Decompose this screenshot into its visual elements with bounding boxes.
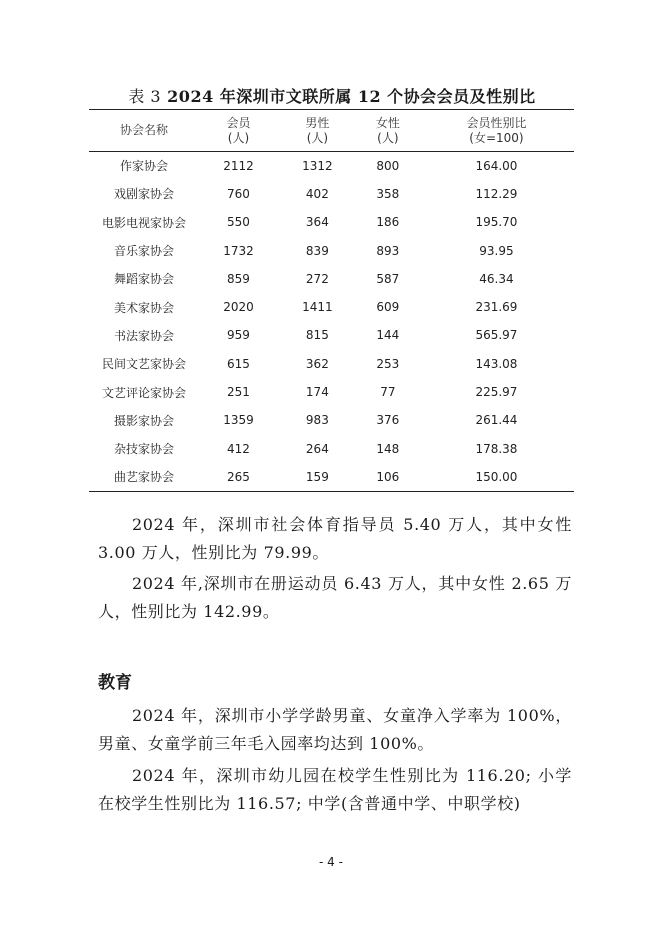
value-cell: 760 [227,186,250,201]
column-header [199,110,278,152]
value-cell: 2112 [223,158,254,173]
value-cell: 253 [376,356,400,371]
value-cell: 800 [376,158,400,173]
value-cell: 164.00 [475,158,518,173]
value-cell: 106 [376,469,400,484]
association-name-cell: 舞蹈家协会 [113,272,174,287]
column-header-line1: 会员性别比 [466,115,527,130]
value-cell: 46.34 [479,271,514,286]
value-cell: 362 [305,356,329,371]
table-row [89,378,574,406]
table-row [89,293,574,321]
value-cell: 174 [305,385,329,400]
paragraph-enrollment [98,702,572,758]
column-header-line2: (人) [306,130,329,145]
table-row [89,434,574,462]
table-body [89,152,574,492]
value-cell: 112.29 [475,186,518,201]
value-cell: 186 [376,215,400,230]
table-row [89,321,574,349]
column-header [357,110,419,152]
value-cell: 1359 [223,413,254,428]
value-cell: 358 [376,186,400,201]
page-number: - 4 - [319,855,343,869]
paragraph-text: 2024 年,深圳市在册运动员 6.43 万人，其中女性 2.65 万人，性别比为 142.99。 [98,574,572,621]
value-cell: 261.44 [475,413,518,428]
value-cell: 1411 [302,300,333,315]
association-name-cell: 民间文艺家协会 [101,357,186,372]
value-cell: 251 [227,385,250,400]
table-title [90,84,574,107]
association-name-cell: 杂技家协会 [113,442,174,457]
value-cell: 148 [376,441,400,456]
association-name-cell: 音乐家协会 [113,244,174,259]
value-cell: 587 [376,271,400,286]
value-cell: 815 [305,328,329,343]
association-name-cell: 书法家协会 [113,328,174,343]
value-cell: 609 [376,300,400,315]
value-cell: 364 [305,215,329,230]
column-header-line2: (女=100) [469,130,524,145]
value-cell: 225.97 [475,385,518,400]
association-name-cell: 戏剧家协会 [113,187,174,202]
value-cell: 402 [305,186,329,201]
value-cell: 1312 [302,158,333,173]
value-cell: 265 [227,469,250,484]
table-row [89,180,574,208]
value-cell: 550 [227,215,250,230]
association-name-cell: 摄影家协会 [113,413,174,428]
value-cell: 893 [376,243,400,258]
value-cell: 983 [305,413,329,428]
table-row [89,463,574,491]
value-cell: 615 [227,356,250,371]
paragraph-student-sex-ratio [98,762,572,818]
column-header-line1: 女性 [375,115,400,130]
association-name-cell: 电影电视家协会 [101,215,186,230]
table-row [89,152,574,180]
value-cell: 144 [376,328,400,343]
paragraph-text: 2024 年，深圳市幼儿园在校学生性别比为 116.20; 小学在校学生性别比为 116.57; 中学(含普通中学、中职学校) [98,766,572,813]
association-name-cell: 曲艺家协会 [113,470,174,485]
column-header [89,110,199,152]
value-cell: 150.00 [475,469,518,484]
table-row [89,406,574,434]
paragraph-sports-instructors [98,511,572,567]
column-header [419,110,574,152]
paragraph-text: 2024 年，深圳市社会体育指导员 5.40 万人，其中女性 3.00 万人，性别比为 79.99。 [98,515,572,562]
table-row [89,350,574,378]
association-name-cell: 文艺评论家协会 [101,385,186,400]
value-cell: 959 [227,328,250,343]
value-cell: 839 [305,243,329,258]
table-header-row [89,110,574,152]
value-cell: 859 [227,271,250,286]
value-cell: 93.95 [479,243,514,258]
paragraph-text: 2024 年，深圳市小学学龄男童、女童净入学率为 100%，男童、女童学前三年毛入园率均达到 100%。 [98,706,572,753]
value-cell: 2020 [223,300,254,315]
table-title-lead: 表 3 [128,87,162,106]
value-cell: 1732 [223,243,254,258]
column-header-line2: (人) [377,130,399,145]
column-header [278,110,357,152]
value-cell: 565.97 [475,328,518,343]
value-cell: 159 [305,469,329,484]
table-row [89,265,574,293]
column-header-line1: 男性 [305,115,330,130]
section-heading-education: 教育 [98,673,132,693]
value-cell: 412 [227,441,250,456]
table-row [89,208,574,236]
column-header-line1: 会员 [226,115,251,130]
table-row [89,236,574,264]
column-header-line2: (人) [227,130,250,145]
value-cell: 143.08 [475,356,518,371]
value-cell: 272 [305,271,329,286]
association-name-cell: 美术家协会 [113,300,174,315]
association-table [89,109,574,492]
value-cell: 376 [376,413,400,428]
column-header-line1: 协会名称 [119,123,168,137]
value-cell: 77 [380,385,396,400]
value-cell: 264 [305,441,329,456]
value-cell: 195.70 [475,215,518,230]
table-title-text: 2024 年深圳市文联所属 12 个协会会员及性别比 [167,87,536,106]
paragraph-athletes [98,570,572,626]
association-name-cell: 作家协会 [119,159,168,174]
value-cell: 178.38 [475,441,518,456]
value-cell: 231.69 [475,300,518,315]
